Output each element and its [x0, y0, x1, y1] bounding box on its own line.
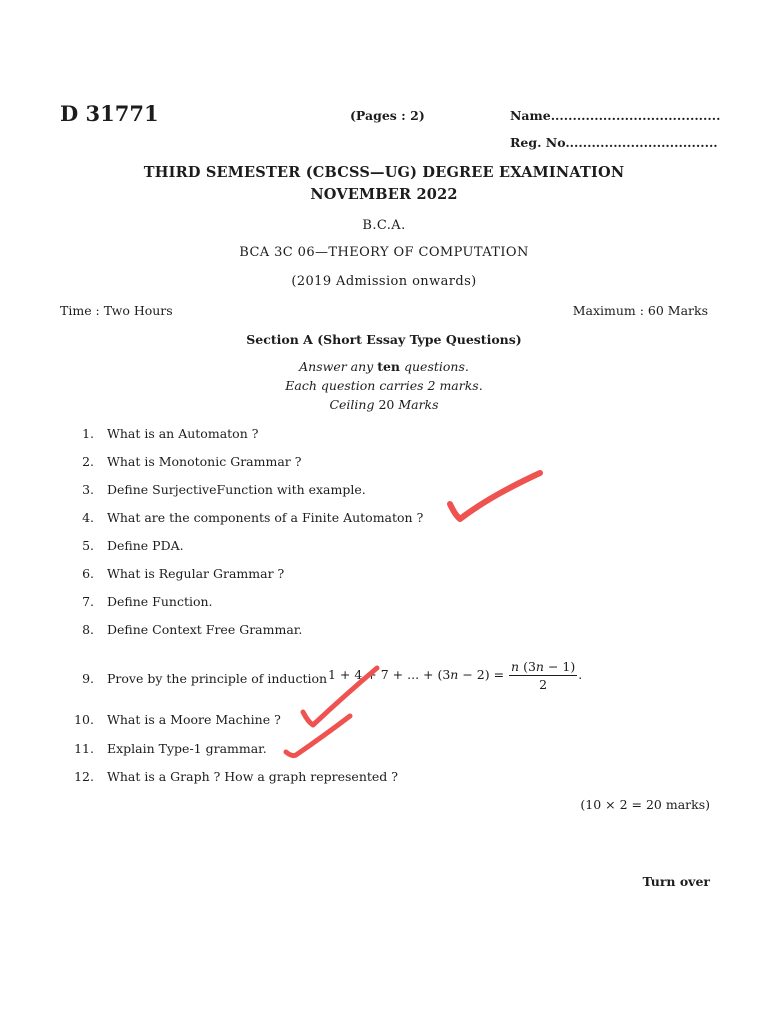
- name-field: Name.......................................: [510, 108, 721, 123]
- question-item: 7. Define Function.: [82, 594, 213, 609]
- paper-code: D 31771: [60, 101, 159, 126]
- page-count: (Pages : 2): [350, 108, 425, 123]
- turn-over-note: Turn over: [642, 874, 710, 889]
- instruction-ceiling: Ceiling 20 Marks: [329, 397, 439, 412]
- section-marks-total: (10 × 2 = 20 marks): [580, 797, 710, 812]
- question-item: 1. What is an Automaton ?: [82, 426, 259, 441]
- course-title: BCA 3C 06—THEORY OF COMPUTATION: [239, 245, 529, 260]
- question-item: 3. Define SurjectiveFunction with example.: [82, 482, 366, 497]
- maximum-marks: Maximum : 60 Marks: [572, 303, 708, 318]
- exam-month: NOVEMBER 2022: [310, 186, 458, 203]
- question-item: 5. Define PDA.: [82, 538, 184, 553]
- question-item: 9. Prove by the principle of induction: [82, 671, 328, 686]
- question-item: 12. What is a Graph ? How a graph represented ?: [74, 769, 398, 784]
- reg-no-field: Reg. No...................................: [510, 135, 718, 150]
- question-item: 10. What is a Moore Machine ?: [74, 712, 281, 727]
- question-item: 4. What are the components of a Finite Automaton ?: [82, 510, 424, 525]
- program-name: B.C.A.: [362, 218, 406, 233]
- section-title: Section A (Short Essay Type Questions): [246, 332, 522, 347]
- induction-formula: 1 + 4 + 7 + ... + (3n − 2) = $\frac{n (3n - 1)}{2}$ .: [328, 659, 583, 692]
- instruction-answer: Answer any ten questions.: [299, 359, 469, 374]
- time-allowed: Time : Two Hours: [60, 303, 173, 318]
- admission-note: (2019 Admission onwards): [291, 274, 477, 289]
- question-item: 2. What is Monotonic Grammar ?: [82, 454, 302, 469]
- question-item: 11. Explain Type-1 grammar.: [74, 741, 267, 756]
- formula-fraction: $\frac{n (3n - 1)}{2}$: [511, 659, 576, 692]
- instruction-marks: Each question carries 2 marks.: [285, 378, 483, 393]
- question-item: 6. What is Regular Grammar ?: [82, 566, 285, 581]
- question-item: 8. Define Context Free Grammar.: [82, 622, 303, 637]
- exam-title: THIRD SEMESTER (CBCSS—UG) DEGREE EXAMINATION: [143, 164, 625, 181]
